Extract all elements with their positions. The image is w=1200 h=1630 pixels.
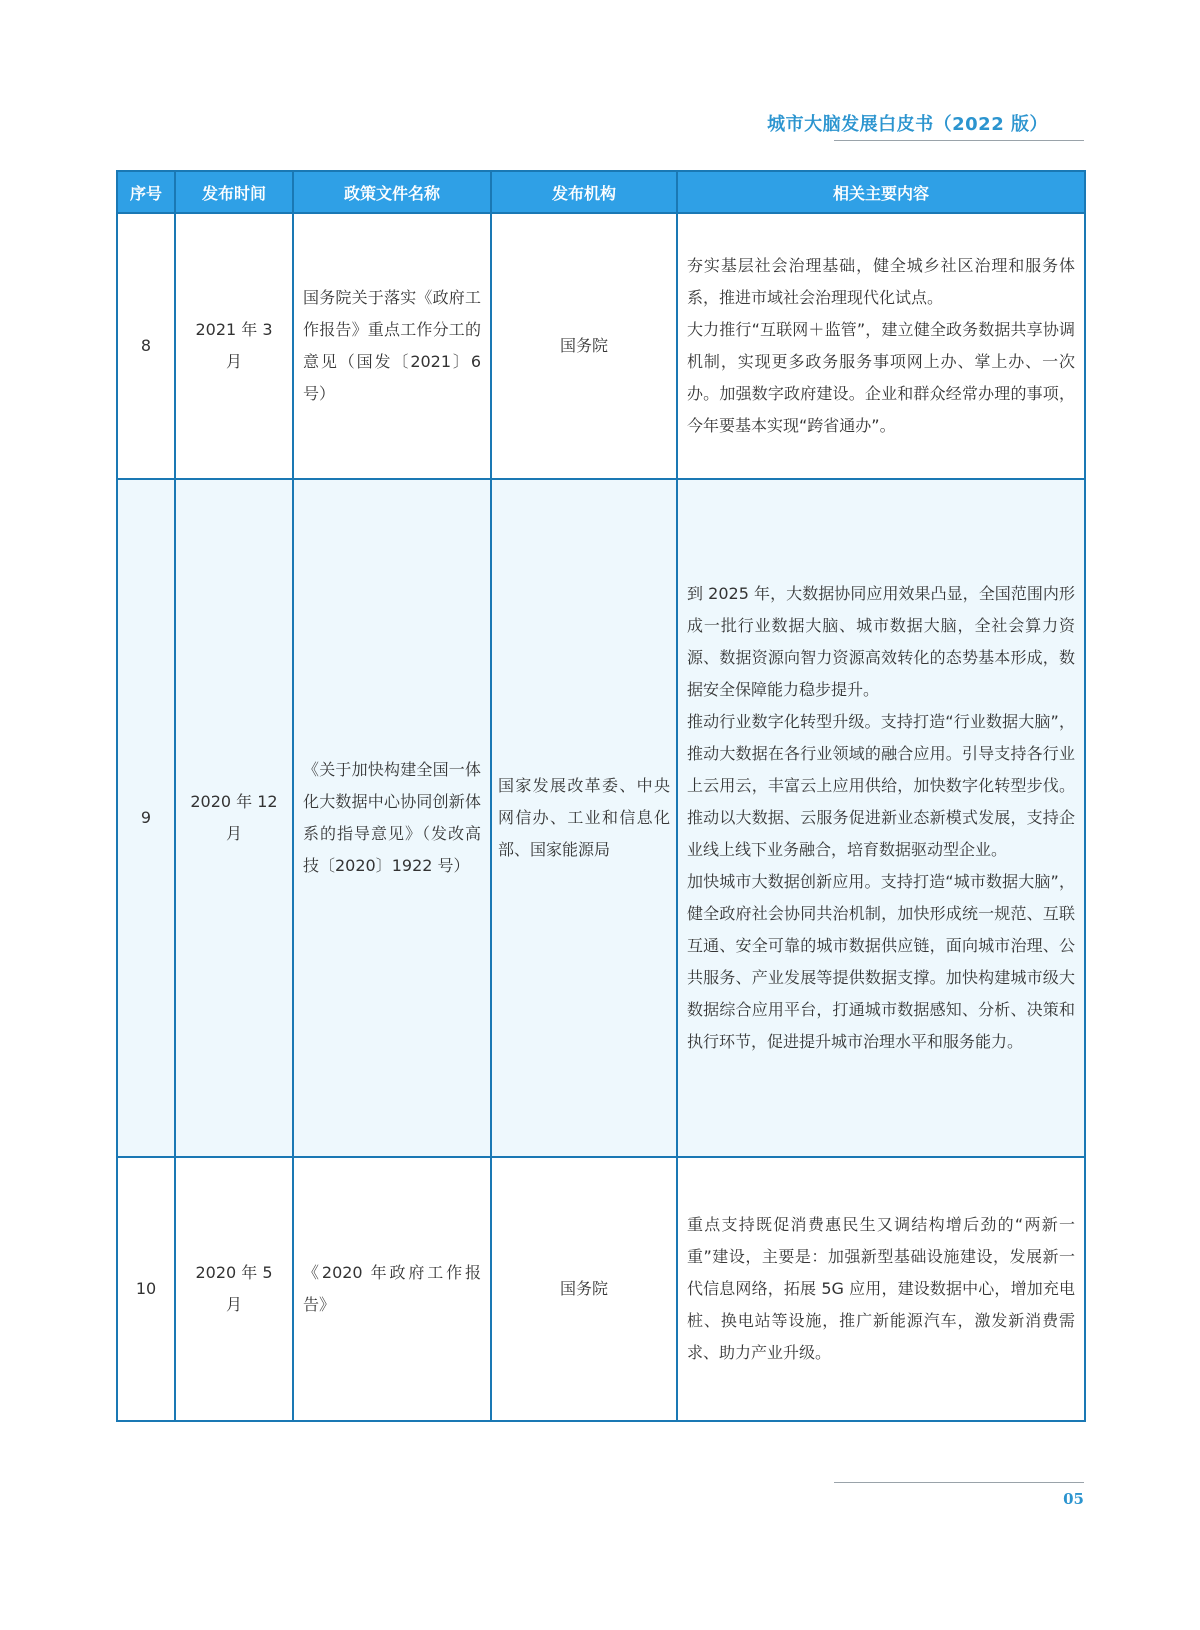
page-number: 05 [1063, 1490, 1084, 1508]
policy-name: 《2020 年政府工作报告》 [293, 1157, 491, 1421]
table-row [117, 479, 1085, 1157]
content-paragraph: 夯实基层社会治理基础，健全城乡社区治理和服务体系，推进市域社会治理现代化试点。 [687, 256, 1075, 307]
policy-name: 国务院关于落实《政府工作报告》重点工作分工的意见（国发〔2021〕6 号） [293, 213, 491, 479]
issuing-agency: 国家发展改革委、中央网信办、工业和信息化部、国家能源局 [491, 479, 677, 1157]
column-header-content: 相关主要内容 [677, 171, 1085, 213]
content-paragraph: 加快城市大数据创新应用。支持打造“城市数据大脑”，健全政府社会协同共治机制，加快形成统一规范、互联互通、安全可靠的城市数据供应链，面向城市治理、公共服务、产业发展等提供数据支撑。加快构建城市级大数据综合应用平台，打通城市数据感知、分析、决策和执行环节，促进提升城市治理水平和服务能力。 [687, 872, 1075, 1051]
column-header-issuer: 发布机构 [491, 171, 677, 213]
table-header-row [117, 171, 1085, 213]
footer-divider [834, 1482, 1084, 1483]
column-header-date: 发布时间 [175, 171, 293, 213]
table-row [117, 213, 1085, 479]
row-number: 10 [117, 1157, 175, 1421]
release-date: 2020 年 12 月 [175, 479, 293, 1157]
main-content [677, 479, 1085, 1157]
header-divider [834, 140, 1084, 141]
main-content [677, 1157, 1085, 1421]
policy-table [116, 170, 1086, 1422]
content-paragraph: 推动行业数字化转型升级。支持打造“行业数据大脑”，推动大数据在各行业领域的融合应用。引导支持各行业上云用云，丰富云上应用供给，加快数字化转型步伐。推动以大数据、云服务促进新业态新模式发展，支持企业线上线下业务融合，培育数据驱动型企业。 [687, 712, 1075, 859]
row-number: 8 [117, 213, 175, 479]
row-number: 9 [117, 479, 175, 1157]
column-header-no: 序号 [117, 171, 175, 213]
running-title: 城市大脑发展白皮书（2022 版） [767, 114, 1048, 135]
content-paragraph: 大力推行“互联网＋监管”，建立健全政务数据共享协调机制，实现更多政务服务事项网上办、掌上办、一次办。加强数字政府建设。企业和群众经常办理的事项，今年要基本实现“跨省通办”。 [687, 320, 1075, 435]
content-paragraph: 到 2025 年，大数据协同应用效果凸显，全国范围内形成一批行业数据大脑、城市数据大脑，全社会算力资源、数据资源向智力资源高效转化的态势基本形成，数据安全保障能力稳步提升。 [687, 584, 1075, 699]
issuing-agency: 国务院 [491, 1157, 677, 1421]
table-row [117, 1157, 1085, 1421]
content-paragraph: 重点支持既促消费惠民生又调结构增后劲的“两新一重”建设，主要是：加强新型基础设施建设，发展新一代信息网络，拓展 5G 应用，建设数据中心，增加充电桩、换电站等设施，推广新能源汽车，激发新消费需求、助力产业升级。 [687, 1215, 1075, 1362]
release-date: 2021 年 3 月 [175, 213, 293, 479]
main-content [677, 213, 1085, 479]
column-header-policy-name: 政策文件名称 [293, 171, 491, 213]
release-date: 2020 年 5 月 [175, 1157, 293, 1421]
issuing-agency: 国务院 [491, 213, 677, 479]
policy-name: 《关于加快构建全国一体化大数据中心协同创新体系的指导意见》（发改高技〔2020〕1922 号） [293, 479, 491, 1157]
